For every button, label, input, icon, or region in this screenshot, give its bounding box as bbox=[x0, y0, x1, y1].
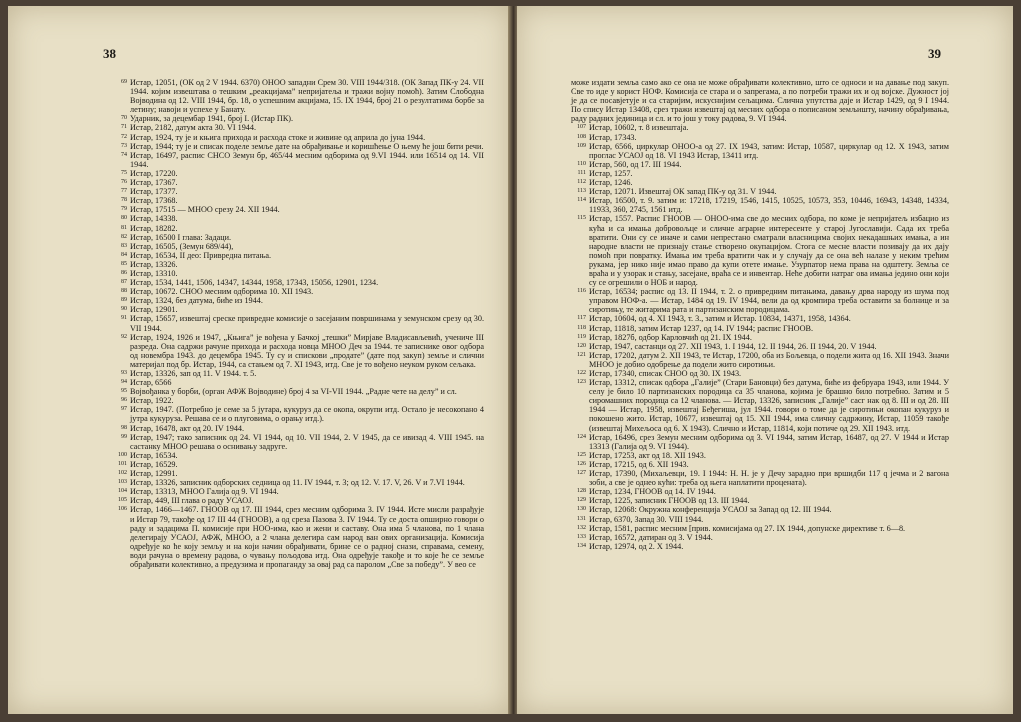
footnote-text: Истар, 12068: Окружна конференција УСАОЈ за Запад од 12. III 1944. bbox=[589, 505, 832, 515]
footnote-number: 86 bbox=[121, 269, 127, 276]
footnote-text: Истар, 560, од 17. III 1944. bbox=[589, 159, 682, 169]
footnote-text: Истар, 17253, акт од 18. XII 1943. bbox=[589, 450, 706, 460]
footnote-text: Истар, 2182, датум акта 30. VI 1944. bbox=[130, 123, 257, 133]
footnote-number: 84 bbox=[121, 251, 127, 258]
footnote bbox=[112, 460, 484, 469]
footnote bbox=[112, 451, 484, 460]
footnote-text: Истар, 6370, Запад 30. VIII 1944. bbox=[589, 514, 704, 524]
footnote-number: 130 bbox=[577, 506, 586, 513]
footnote bbox=[112, 123, 484, 132]
footnote-number: 96 bbox=[121, 397, 127, 404]
footnote-text: Истар, 16534, II део: Привредна питања. bbox=[130, 250, 272, 260]
footnote-number: 78 bbox=[121, 197, 127, 204]
footnote bbox=[571, 169, 949, 178]
footnote-number: 115 bbox=[577, 215, 586, 222]
footnote-text: Истар, 1947. (Потребно је семе за 5 јутара, кукуруз да се окопа, окрупи итд. Остало је несокопано 4 јутра кукуруза. Решава се и о плуговима, о орању итд.). bbox=[130, 405, 484, 424]
footnote-number: 99 bbox=[121, 433, 127, 440]
footnote-number: 122 bbox=[577, 370, 586, 376]
footnote-number: 92 bbox=[121, 333, 127, 340]
footnote-text: Истар, 16534; распис од 13. II 1944, т. 2. о привредним питањима, давању дрва народу из шума под управом НОФ-а. — Истар, 1484 од 19. IV 1944, вели да од кромпира треба оставити за болнице и за сиротињу, те житарима рата и партизанским породицама. bbox=[589, 287, 949, 315]
footnote bbox=[112, 224, 484, 233]
footnote-number: 98 bbox=[121, 424, 127, 431]
footnote-number: 77 bbox=[121, 188, 127, 195]
footnote-number: 111 bbox=[577, 169, 586, 176]
footnote bbox=[112, 187, 484, 196]
footnote-number: 95 bbox=[121, 388, 127, 395]
footnote bbox=[571, 324, 949, 333]
footnote bbox=[112, 242, 484, 251]
footnote-text: Истар, 10604, од 4. XI 1943, т. 3., затим и Истар. 10834, 14371, 1958, 14364. bbox=[589, 314, 851, 324]
footnote-continuation: може издати земља само ако се она не може обрађивати колективно, што се односи и на давање под закуп. Све то иде у корист НОФ. Комисија се стара и о запрегама, а по потреби тражи их и од војске. Дужност јој је да се посавјетује и са старијим, искуснијим сељацима. Слична упутства даје и Истар 1429, од 9 I 1944. По спису Истар 13408, срез тражи извештај од месних одбора о пописаном земљишту, начину обрађивања, раду радних јединица и сл. и то још у току радова, 9. VI 1944. bbox=[571, 78, 949, 124]
footnote bbox=[571, 287, 949, 314]
footnote-text: Истар, 17367. bbox=[130, 178, 178, 188]
footnote-text: Истар, 16497, распис СНСО Земун бр, 465/44 месним одборима од 9.VI 1944. или 16514 од 14. VII 1944. bbox=[130, 150, 484, 169]
footnote-text: Истар, 1827б, одбор Карловчић од 21. IX 1944. bbox=[589, 332, 752, 342]
footnote bbox=[571, 351, 949, 369]
footnote bbox=[112, 287, 484, 296]
footnote-number: 107 bbox=[577, 124, 586, 131]
footnote bbox=[571, 133, 949, 142]
footnote-text: Истар, 1246. bbox=[589, 178, 633, 188]
footnote bbox=[571, 123, 949, 132]
footnote-number: 101 bbox=[118, 460, 127, 467]
footnote-number: 128 bbox=[577, 488, 586, 495]
footnote bbox=[571, 542, 949, 551]
footnote-number: 127 bbox=[577, 470, 586, 477]
footnote-number: 114 bbox=[577, 197, 586, 204]
footnote-text: Истар, 16534. bbox=[130, 450, 178, 460]
footnote bbox=[112, 369, 484, 378]
footnote bbox=[112, 496, 484, 505]
footnote-text: Истар, 1225, записник ГНООВ од 13. III 1944. bbox=[589, 496, 750, 506]
footnote-text: Истар, 1534, 1441, 1506, 14347, 14344, 1958, 17343, 15056, 12901, 1234. bbox=[130, 278, 379, 288]
footnote-text: Истар, 1922. bbox=[130, 396, 174, 406]
footnote-text: Истар, 1924, 1926 и 1947, „Књига” је вођена у Бачкој „тешки” Мирјаве Владисављевић, учениче III разреда. Она садржи рачуне прихода и расхода новца МНОО Деч за 1944. те записнике овог одбора од новембра 1943. до децембра 1945. Ту су и спискови „продате” (дате под закуп) земље и слични материјал под бр. Истар, 1944, са стањем од 7. XI 1943, итд. Све је то вођено неуком руком сељака. bbox=[130, 332, 484, 369]
footnote bbox=[571, 342, 949, 351]
footnote bbox=[112, 260, 484, 269]
footnote bbox=[112, 196, 484, 205]
footnote bbox=[112, 378, 484, 387]
footnote-number: 116 bbox=[577, 288, 586, 295]
footnote-text: Истар, 12051, (ОК од 2 V 1944. 6370) ОНОО западни Срем 30. VIII 1944/318. (ОК Запад ПК-у 24. VII 1944. којим извештава о тешким „реакцијама” непријатеља и тражи војну помоћ). Затим Слободна Војводина од 12. VIII 1944, бр. 18, о успешним акцијама, 15. IX 1944, број 21 о резултатима борбе за летину; навоји и успехе у Банату. bbox=[130, 78, 484, 115]
footnote-number: 105 bbox=[118, 497, 127, 504]
footnote-text: Истар, 6566 bbox=[130, 378, 172, 388]
footnote bbox=[571, 469, 949, 487]
footnote-number: 134 bbox=[577, 542, 586, 549]
footnote bbox=[571, 196, 949, 214]
footnote-number: 102 bbox=[118, 470, 127, 477]
footnote-number: 113 bbox=[577, 188, 586, 195]
footnote-number: 131 bbox=[577, 515, 586, 522]
footnote-text: Истар, 1324, без датума, биће из 1944. bbox=[130, 296, 263, 306]
footnote bbox=[112, 296, 484, 305]
footnote bbox=[112, 505, 484, 569]
footnote-text: Истар, 12974, од 2. X 1944. bbox=[589, 541, 684, 551]
footnote-text: Истар, 16500, т. 9. затим и: 17218, 17219, 1546, 1415, 10525, 10573, 353, 10446, 16943, 14348, 14334, 11933, 360, 2745, 1561 итд. bbox=[589, 196, 949, 215]
right-page bbox=[517, 6, 1013, 714]
footnote-text: Истар, 16529. bbox=[130, 459, 178, 469]
footnote-text: Војвођанка у борби, (орган АФЖ Војводине) број 4 за VI-VII 1944. „Радне чете на делу” и сл. bbox=[130, 387, 457, 397]
footnote-number: 88 bbox=[121, 288, 127, 295]
footnote bbox=[112, 169, 484, 178]
footnote bbox=[571, 524, 949, 533]
footnote bbox=[571, 333, 949, 342]
footnote bbox=[571, 451, 949, 460]
footnote bbox=[571, 142, 949, 160]
footnote-number: 72 bbox=[121, 133, 127, 140]
footnote-text: Истар, 10672. СНОО месним одборима 10. XII 1943. bbox=[130, 287, 314, 297]
footnote bbox=[571, 187, 949, 196]
footnote bbox=[112, 333, 484, 369]
page-number: 38 bbox=[103, 46, 116, 61]
footnote-number: 112 bbox=[577, 179, 586, 186]
footnote bbox=[571, 487, 949, 496]
footnote bbox=[571, 160, 949, 169]
footnote-number: 97 bbox=[121, 406, 127, 413]
footnote-text: Истар, 1944; ту је и списак поделе земље дате на обрађивање и коришћење О њему ће још бити речи. bbox=[130, 141, 484, 151]
footnote-text: Истар, 12991. bbox=[130, 469, 178, 479]
footnote-text: Истар, 1924, ту је и књига прихода и расхода стоке и живине од априла до јуна 1944. bbox=[130, 132, 426, 142]
footnote bbox=[571, 505, 949, 514]
footnote-number: 89 bbox=[121, 297, 127, 304]
footnote bbox=[112, 78, 484, 114]
footnote-text: Истар, 14338. bbox=[130, 214, 178, 224]
footnote-text: Истар, 13312, списак одбора „Галије” (Стари Бановци) без датума, биће из фебруара 1943, или 1944. У селу је било 10 партизанских породица са 35 чланова, којима је брашно било потребно. Затим и 5 сиромашних породица са 12 чланова. — Истар, 13326, записник „Галије” сасг нак од 8. III и од 28. III 1944 — Истар, 1958, извештај Беђегиша, јул 1944. говори о томе да је сиротињи окопан кукуруз и покошено жито. Истар, 10677, извештај од 15. XII 1944, има сличну садржину, Истар, 11059 такође (извештај Михељоса од 6. X 1943). Слично и Истар, 11814, који потиче од 29. XII 1943. итд. bbox=[589, 378, 949, 433]
footnote bbox=[571, 496, 949, 505]
footnote-number: 93 bbox=[121, 370, 127, 376]
footnote-number: 94 bbox=[121, 379, 127, 386]
footnote-text: Истар, 1947, састанци од 27. XII 1943, 1. I 1944, 12. II 1944, 26. II 1944, 20. V 1944. bbox=[589, 341, 877, 351]
footnote-number: 103 bbox=[118, 479, 127, 486]
footnote-number: 83 bbox=[121, 242, 127, 249]
footnote bbox=[112, 142, 484, 151]
footnote-number: 125 bbox=[577, 451, 586, 458]
footnote-text: Истар, 17202, датум 2. XII 1943, те Истар, 17200, оба из Бољевца, о подели жита од 16. XII 1943. Значи МНОО је добио одобрење да подели жито сиротињи. bbox=[589, 350, 949, 369]
footnote-number: 100 bbox=[118, 451, 127, 458]
footnote-number: 82 bbox=[121, 233, 127, 240]
footnote bbox=[571, 433, 949, 451]
footnote bbox=[112, 133, 484, 142]
footnote-text: Истар, 10602, т. 8 извештаја. bbox=[589, 123, 689, 133]
footnote-number: 80 bbox=[121, 215, 127, 222]
footnote-text: Истар, 17515 — МНОО срезу 24. XII 1944. bbox=[130, 205, 280, 215]
footnote-text: Истар, 1257. bbox=[589, 168, 633, 178]
footnote-number: 69 bbox=[121, 79, 127, 85]
footnote bbox=[112, 487, 484, 496]
footnotes bbox=[112, 78, 484, 569]
footnote-text: Истар, 17340, списак СНОО од 30. IX 1943. bbox=[589, 369, 742, 378]
footnote bbox=[112, 178, 484, 187]
footnote-number: 74 bbox=[121, 151, 127, 158]
footnote bbox=[112, 151, 484, 169]
footnote-text: Истар, 17377. bbox=[130, 187, 178, 197]
footnote-number: 106 bbox=[118, 506, 127, 513]
footnote-number: 117 bbox=[577, 315, 586, 322]
footnote bbox=[112, 305, 484, 314]
footnote-text: Истар, 1947; тако записник од 24. VI 1944, од 10. VII 1944, 2. V 1945, да се ивизад 4. VIII 1945. на састанку МНОО решава о оснивању задруге. bbox=[130, 432, 484, 451]
footnote-text: Истар, 6566, циркулар ОНОО-а од 27. IX 1943, затим: Истар, 10587, циркулар од 12. X 1943, затим проглас УСАОЈ од 18. VI 1943 Истар, 13411 итд. bbox=[589, 141, 949, 160]
footnote-text: Истар, 13313, МНОО Галија од 9. VI 1944. bbox=[130, 487, 279, 497]
footnote bbox=[571, 178, 949, 187]
footnote-text: Истар, 18282. bbox=[130, 223, 178, 233]
footnote bbox=[571, 515, 949, 524]
footnote-number: 91 bbox=[121, 315, 127, 322]
footnote-text: Истар, 16505, (Земун 689/44), bbox=[130, 241, 234, 251]
footnote-text: Истар, 17220. bbox=[130, 168, 178, 178]
footnote-text: Истар, 12901. bbox=[130, 305, 178, 315]
footnote bbox=[112, 396, 484, 405]
footnote-text: Истар, 16496, срез Земун месним одборима од 3. VI 1944, затим Истар, 16487, од 27. V 1944 и Истар 13313 (Галија од 9. VI 1944). bbox=[589, 432, 949, 451]
footnote bbox=[112, 233, 484, 242]
footnote bbox=[112, 433, 484, 451]
footnote-number: 85 bbox=[121, 260, 127, 267]
footnote-number: 79 bbox=[121, 206, 127, 213]
footnote-text: Истар, 13326, записник одборских седница од 11. IV 1944, т. 3; од 12. V. 17. V, 26. V и 7.VI 1944. bbox=[130, 478, 465, 488]
footnote-number: 123 bbox=[577, 379, 586, 386]
footnote bbox=[112, 251, 484, 260]
footnote-number: 110 bbox=[577, 160, 586, 167]
footnote bbox=[571, 369, 949, 378]
footnote bbox=[112, 314, 484, 332]
footnote bbox=[112, 269, 484, 278]
footnote-number: 76 bbox=[121, 179, 127, 186]
footnote-number: 73 bbox=[121, 142, 127, 149]
footnote-text: Истар, 17343. bbox=[589, 132, 637, 142]
footnote-text: Истар, 1466—1467. ГНООВ од 17. III 1944, срез месним одборима 3. IV 1944. Исте мисли разрађује и Истар 79, такође од 17 III 44 (ГНООВ), а од среза Пазова 3. IV 1944. Ту се доста опширно говори о раду и задацима П. комисије при НОО-има, као и жени и саставу. Она има 5 чланова, по 1 члана делегирају УСАОЈ, АФЖ, МНОО, а 2 члана делегира сам народ ван ових организација. Комисија одређује ко ће коју земљу и на који начин обрађивати, брине се о радној снази, справама, семену, води рачуна о времену радова, о чувању пољодова итд. Она одређује такође и то које ће се земље обрађивати колективно, а предузима и пропаганду за овај рад са паролом „Све за победу”. У вео се bbox=[130, 505, 484, 569]
footnote-number: 90 bbox=[121, 306, 127, 313]
footnote-number: 109 bbox=[577, 142, 586, 149]
footnote bbox=[112, 387, 484, 396]
footnote-text: Истар, 1557. Распис ГНООВ — ОНОО-има све до месних одбора, по коме је непријатељ избацио из кућа и са имања добровољце и сличне аграрне интересенте у старој Југославији. Сада их треба вратити. Они су се иначе и сами непрестано сматрали власницима својих некадашњих имања, а ин народне власти не признају стање створено окупацијом. Стога се месне власти позивају да их дају помоћ при повратку. Имања им треба вратити чак и у случају да се она већ налазе у неким трећим рукама, јер нико није имао право да купи отете имање. Узурпатор нема права на одштету. Земља се враћа и у узорак и стању, засејане, враћа се и инвентар. Неће добити натраг ова имања једино они који су се огрешили о НОБ и народ. bbox=[589, 214, 949, 288]
footnote-text: Истар, 449, III глава о раду УСАОЈ. bbox=[130, 496, 254, 506]
footnote bbox=[112, 205, 484, 214]
footnote bbox=[571, 533, 949, 542]
left-page bbox=[8, 6, 510, 714]
footnote-number: 75 bbox=[121, 169, 127, 176]
footnote-text: Истар, 11818, затим Истар 1237, од 14. IV 1944; распис ГНООВ. bbox=[589, 323, 813, 333]
footnote-number: 118 bbox=[577, 324, 586, 331]
footnote-text: Истар, 17215, од 6. XII 1943. bbox=[589, 459, 689, 469]
footnote-number: 108 bbox=[577, 133, 586, 140]
footnote-number: 87 bbox=[121, 279, 127, 286]
footnote-text: Истар, 15657, извештај среске привредне комисије о засејаним површинама у земунском срезу од 30. VII 1944. bbox=[130, 314, 484, 333]
footnote bbox=[112, 478, 484, 487]
footnote-text: Истар, 1234, ГНООВ од 14. IV 1944. bbox=[589, 487, 716, 497]
footnote-number: 133 bbox=[577, 533, 586, 540]
footnote-text: Ударник, за децембар 1941, број I. (Истар ПК). bbox=[130, 114, 294, 124]
page-number: 39 bbox=[928, 46, 941, 61]
footnote-text: Истар, 16478, акт од 20. IV 1944. bbox=[130, 423, 245, 433]
footnote-number: 124 bbox=[577, 433, 586, 440]
footnote-text: Истар, 17390, (Михаљевци, 19. I 1944: Н. Н. је у Дечу зарадно при вршидби 117 q јечма и 2 вагона зоби, а све је однео кући: треба од њега наплатити процената). bbox=[589, 469, 949, 488]
footnote-number: 70 bbox=[121, 115, 127, 122]
footnote-number: 126 bbox=[577, 460, 586, 467]
footnote-text: Истар, 13326, зап од 11. V 1944. т. 5. bbox=[130, 369, 257, 378]
footnote-text: Истар, 13310. bbox=[130, 268, 178, 278]
footnote bbox=[112, 114, 484, 123]
footnote bbox=[112, 424, 484, 433]
footnote bbox=[571, 214, 949, 287]
footnote-text: Истар, 16500 I глава: Задаци. bbox=[130, 232, 232, 242]
footnote bbox=[571, 314, 949, 323]
footnote bbox=[112, 469, 484, 478]
footnote-number: 120 bbox=[577, 342, 586, 349]
footnote-number: 81 bbox=[121, 224, 127, 231]
footnotes bbox=[571, 78, 949, 551]
footnote bbox=[571, 460, 949, 469]
footnote-text: Истар, 13326. bbox=[130, 259, 178, 269]
footnote bbox=[112, 405, 484, 423]
footnote-number: 121 bbox=[577, 351, 586, 358]
footnote-text: Истар, 17368. bbox=[130, 196, 178, 206]
footnote-number: 129 bbox=[577, 497, 586, 504]
footnote-text: Истар, 12071. Извештај ОК запад ПК-у од 31. V 1944. bbox=[589, 187, 777, 197]
footnote-number: 132 bbox=[577, 524, 586, 531]
footnote-number: 71 bbox=[121, 124, 127, 131]
footnote-number: 104 bbox=[118, 488, 127, 495]
footnote-text: Истар, 1581, распис месним [прив. комисијама од 27. IX 1944, допунске директиве т. 6—8. bbox=[589, 523, 906, 533]
footnote-number: 119 bbox=[577, 333, 586, 340]
footnote-text: Истар, 16572, датиран од 3. V 1944. bbox=[589, 532, 713, 542]
footnote bbox=[571, 378, 949, 433]
footnote bbox=[112, 278, 484, 287]
footnote bbox=[112, 214, 484, 223]
